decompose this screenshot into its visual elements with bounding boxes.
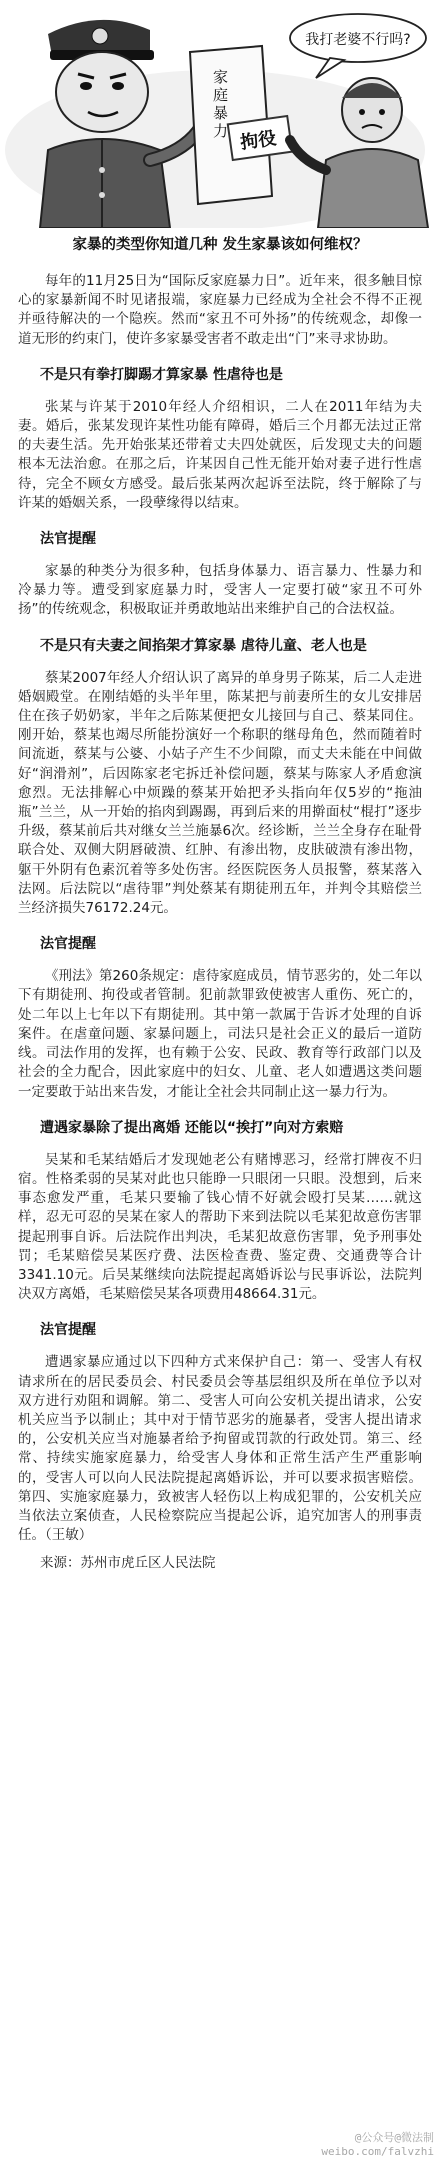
case-paragraph-2: 蔡某2007年经人介绍认识了离异的单身男子陈某，后二人走进婚姻殿堂。在刚结婚的头半年里，陈某把与前妻所生的女儿安排居住在孩子奶奶家，半年之后陈某便把女儿接回与自己、蔡某同住。刚开始，蔡某也竭尽所能扮演好一个称职的继母角色，然而随着时间流逝，蔡某与公婆、小姑子产生不少间隙，而丈夫未能在中间做好“润滑剂”，后因陈家老宅拆迁补偿问题，蔡某与陈家人矛盾愈演愈烈。无法排解心中烦躁的蔡某开始把矛头指向年仅5岁的“拖油瓶”兰兰，从一开始的掐肉到踢踢，再到后来的用擀面杖“棍打”逐步升级，蔡某前后共对继女兰兰施暴6次。经诊断，兰兰全身存在耻骨联合处、双侧大阴唇破溃、红肿、有渗出物，皮肤破溃有渗出物，躯干外阴有色素沉着等多处伤害。经医院医务人员报警，蔡某落入法网。后法院以“虐待罪”判处蔡某有期徒刑五年，并判令其赔偿兰兰经济损失76172.24元。 — [18, 669, 422, 917]
paper-char-4: 力 — [213, 122, 229, 140]
article-title: 家暴的类型你知道几种 发生家暴该如何维权？ — [72, 237, 368, 253]
police-cartoon-image — [0, 0, 440, 228]
paper-char-3: 暴 — [213, 104, 229, 122]
article-body — [0, 228, 440, 1573]
cartoon-illustration — [0, 0, 440, 228]
judge-tip-paragraph-2: 《刑法》第260条规定：虐待家庭成员，情节恶劣的，处二年以下有期徒刑、拘役或者管制。犯前款罪致使被害人重伤、死亡的，处二年以上七年以下有期徒刑。其中第一款属于告诉才处理的自诉案件。在虐童问题、家暴问题上，司法只是社会正义的最后一道防线。司法作用的发挥，也有赖于公安、民政、教育等行政部门以及社会的全力配合，因此家庭中的妇女、儿童、老人如遭遇这类问题一定要敢于站出来告发，才能让全社会共同制止这一暴力行为。 — [18, 968, 422, 1100]
judge-tip-label-3: 法官提醒 — [40, 1322, 96, 1339]
article-source: 来源：苏州市虎丘区人民法院 — [40, 1555, 216, 1572]
judge-tip-label-1: 法官提醒 — [40, 531, 96, 548]
intro-paragraph: 每年的11月25日为“国际反家庭暴力日”。近年来，很多触目惊心的家暴新闻不时见诸报端，家庭暴力已经成为全社会不得不正视并亟待解决的一个隐疾。然而“家丑不可外扬”的传统观念，却像一道无形的约束门，使许多家暴受害者不敢走出“门”来寻求协助。 — [18, 273, 422, 347]
section-heading-1: 不是只有拳打脚踢才算家暴 性虐待也是 — [40, 366, 283, 383]
case-paragraph-3: 吴某和毛某结婚后才发现她老公有赌博恶习，经常打牌夜不归宿。性格柔弱的吴某对此也只能睁一只眼闭一只眼。没想到，后来事态愈发严重，毛某只要输了钱心情不好就会殴打吴某……就这样，忍无可忍的吴某在家人的帮助下来到法院以毛某犯故意伤害罪提起刑事自诉。后法院作出判决，毛某犯故意伤害罪，免予刑事处罚；毛某赔偿吴某医疗费、法医检查费、鉴定费、交通费等合计3341.10元。后吴某继续向法院提起离婚诉讼与民事诉讼，法院判决双方离婚，毛某赔偿吴某各项费用48664.31元。 — [18, 1151, 422, 1303]
section-heading-3: 遭遇家暴除了提出离婚 还能以“挨打”向对方索赔 — [40, 1119, 344, 1136]
judge-tip-label-2: 法官提醒 — [40, 936, 96, 953]
case-paragraph-1: 张某与许某于2010年经人介绍相识，二人在2011年结为夫妻。婚后，张某发现许某性功能有障碍，婚后三个月都无法过正常的夫妻生活。先开始张某还带着丈夫四处就医，后发现丈夫的问题根本无法治愈。在那之后，许某因自己性无能开始对妻子进行性虐待，完全不顾女方感受。最后张某两次起诉至法院，终于解除了与许某的婚姻关系，一段孽缘得以结束。 — [18, 398, 422, 511]
watermark-line-2: weibo.com/falvzhi — [321, 2145, 434, 2158]
paper-char-1: 家 — [213, 68, 229, 86]
watermark — [321, 2131, 434, 2159]
judge-tip-paragraph-3: 遭遇家暴应通过以下四种方式来保护自己：第一、受害人有权请求所在的居民委员会、村民委员会等基层组织及所在单位予以对双方进行劝阻和调解。第二、受害人可向公安机关提出请求，公安机关应当予以制止；其中对于情节恶劣的施暴者，受害人提出请求的，公安机关应当对施暴者给予拘留或罚款的行政处罚。第三、经常、持续实施家庭暴力，给受害人身体和正常生活产生严重影响的，受害人可以向人民法院提起离婚诉讼，并可以要求损害赔偿。第四、实施家庭暴力，致被害人轻伤以上构成犯罪的，公安机关应当依法立案侦查，人民检察院应当提起公诉，追究加害人的刑事责任。（王敏） — [18, 1354, 422, 1544]
judge-tip-paragraph-1: 家暴的种类分为很多种，包括身体暴力、语言暴力、性暴力和冷暴力等。遭受到家庭暴力时，受害人一定要打破“家丑不可外扬”的传统观念，积极取证并勇敢地站出来维护自己的合法权益。 — [18, 563, 422, 618]
section-heading-2: 不是只有夫妻之间掐架才算家暴 虐待儿童、老人也是 — [40, 637, 367, 654]
watermark-line-1: @公众号@微法制 — [354, 2131, 434, 2144]
paper-char-2: 庭 — [213, 86, 229, 104]
stamp-text: 拘役 — [239, 127, 278, 154]
speech-bubble-text: 我打老婆不行吗? — [305, 32, 411, 48]
